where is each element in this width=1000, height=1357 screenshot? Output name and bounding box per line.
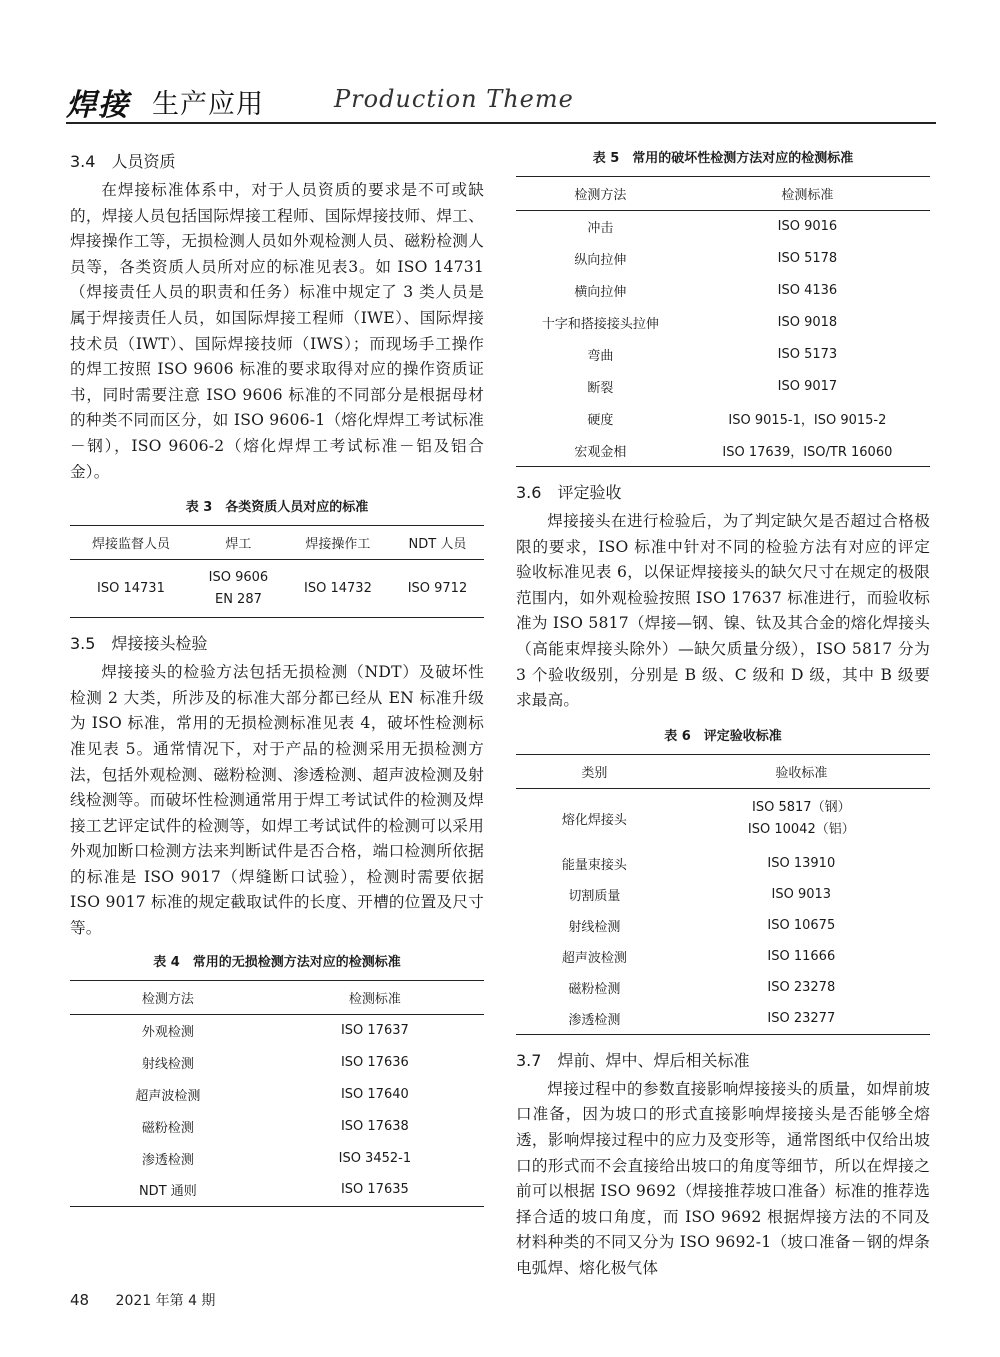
- table-5-cell: ISO 4136: [777, 283, 838, 298]
- table-3-cell: ISO 14731: [97, 581, 165, 597]
- table-5-cell: 冲击: [587, 221, 614, 237]
- table-4-header: 检测方法: [141, 991, 194, 1007]
- table-6-cell: ISO 23278: [767, 980, 836, 996]
- section-paragraph-3-7: 焊接过程中的参数直接影响焊接接头的质量，如焊前坡口准备，因为坡口的形式直接影响焊接接头是否能够全熔透，影响焊接过程中的应力及变形等，通常图纸中仅给出坡口的形式而不会直接给出坡口的角度等细节，所以在焊接之前可以根据 ISO 9692（焊接推荐坡口准备）标准的推荐选择合适的坡口角度，而 ISO 9692 根据焊接方法的不同及材料种类的不同又分为 ISO 9692-1（坡口准备－钢的焊条电弧焊、熔化极气体: [516, 1079, 930, 1277]
- table-5-cell: 十字和搭接接头拉伸: [541, 317, 659, 332]
- table-5-caption: 表 5 常用的破坏性检测方法对应的检测标准: [592, 151, 854, 166]
- table-3-header: NDT 人员: [408, 537, 467, 553]
- table-6-cell: 切割质量: [568, 889, 621, 905]
- table-5-cell: ISO 9018: [777, 315, 838, 330]
- table-5-cell: ISO 5178: [777, 251, 838, 266]
- table-3-header: 焊接操作工: [305, 537, 371, 553]
- page-footer: [70, 1290, 215, 1310]
- table-row: [516, 1003, 930, 1034]
- table-4-cell: 外观检测: [141, 1024, 194, 1040]
- table-5-cell: 纵向拉伸: [574, 253, 627, 268]
- table-row: [516, 243, 930, 275]
- table-row: [516, 339, 930, 371]
- table-4-header: 检测标准: [348, 991, 401, 1007]
- table-5-header: 检测标准: [781, 188, 834, 203]
- table-3-cell: ISO 14732: [304, 581, 372, 597]
- table-4-cell: ISO 17636: [340, 1054, 409, 1070]
- table-4-cell: 超声波检测: [135, 1088, 201, 1104]
- table-row: [70, 1110, 484, 1142]
- table-row: [516, 307, 930, 339]
- table-6-cell: 射线检测: [568, 920, 621, 936]
- section-paragraph-3-5: 焊接接头的检验方法包括无损检测（NDT）及破坏性检测 2 大类，所涉及的标准大部分都已经从 EN 标准升级为 ISO 标准，常用的无损检测标准见表 4，破坏性检测标准见表 5。通常情况下，对于产品的检测采用无损检测方法，包括外观检测、磁粉检测、渗透检测、超声波检测及射线检测等。而破坏性检测通常用于焊工考试试件的检测及焊接工艺评定试件的检测等，如焊工考试试件的检测可以采用外观加断口检测方法来判断试件是否合格，端口检测所依据的标准是 ISO 9017（焊缝断口试验），检测时需要依据 ISO 9017 标准的规定截取试件的长度、开槽的位置及尺寸等。: [70, 663, 484, 938]
- table-6-cell: [673, 788, 930, 848]
- left-column: [70, 148, 484, 1207]
- table-4-caption: 表 4 常用的无损检测方法对应的检测标准: [153, 954, 401, 970]
- table-6-header: 类别: [581, 765, 608, 781]
- table-6-cell: ISO 11666: [767, 949, 836, 965]
- header-rule: [66, 122, 936, 124]
- table-row: [516, 848, 930, 879]
- table-3-cell: [192, 560, 285, 618]
- page-number: 48: [70, 1291, 90, 1309]
- table-6-cell: 超声波检测: [561, 951, 627, 967]
- table-row: [516, 435, 930, 467]
- table-6-cell: ISO 13910: [767, 856, 836, 872]
- table-4-cell: ISO 17637: [340, 1022, 409, 1038]
- section-paragraph-3-4: 在焊接标准体系中，对于人员资质的要求是不可或缺的，焊接人员包括国际焊接工程师、国际焊接技师、焊工、焊接操作工等，无损检测人员如外观检测人员、磁粉检测人员等，各类资质人员所对应的标准见表3。如 ISO 14731（焊接责任人员的职责和任务）标准中规定了 3 类人员是属于焊接责任人员，如国际焊接工程师（IWE）、国际焊接技术员（IWT）、国际焊接技师（IWS）；而现场手工操作的焊工按照 ISO 9606 标准的要求取得对应的操作资质证书，同时需要注意 ISO 9606 标准的不同部分是根据母材的种类不同而区分，如 ISO 9606-1（熔化焊焊工考试标准－钢），ISO 9606-2（熔化焊焊工考试标准－铝及铝合金）。: [70, 181, 484, 481]
- table-3: [70, 525, 484, 618]
- section-paragraph-3-6: 焊接接头在进行检验后，为了判定缺欠是否超过合格极限的要求，ISO 标准中针对不同的检验方法有对应的评定验收标准见表 6，以保证焊接接头的缺欠尺寸在规定的极限范围内，如外观检验按照 ISO 17637 标准进行，而验收标准为 ISO 5817（焊接—钢、镍、钛及其合金的熔化焊接头（高能束焊接头除外）—缺欠质量分级），ISO 5817 分为 3 个验收级别，分别是 B 级、C 级和 D 级，其中 B 级要求最高。: [516, 512, 930, 710]
- section-name: 生产应用: [152, 89, 264, 120]
- table-4-cell: NDT 通则: [138, 1184, 197, 1200]
- table-4-cell: ISO 17638: [340, 1118, 409, 1134]
- table-row: [70, 1174, 484, 1206]
- table-6-cell: 熔化焊接头: [561, 813, 627, 828]
- table-3-header: 焊工: [225, 537, 252, 553]
- right-column: [516, 148, 930, 1282]
- table-6-cell: 能量束接头: [561, 858, 627, 874]
- table-5-cell: 弯曲: [587, 349, 614, 364]
- table-6-caption: 表 6 评定验收标准: [664, 728, 782, 744]
- table-row: [516, 788, 930, 848]
- table-5: [516, 176, 930, 467]
- table-row: [516, 403, 930, 435]
- table-4-cell: ISO 17635: [340, 1182, 409, 1198]
- table-4: [70, 980, 484, 1207]
- table-5-cell: ISO 17639，ISO/TR 16060: [722, 444, 893, 460]
- table-6-cell-line: ISO 5817（钢）: [752, 799, 851, 815]
- table-3-cell: ISO 9712: [407, 581, 468, 597]
- table-6-cell: ISO 23277: [767, 1011, 836, 1026]
- table-row: [516, 941, 930, 972]
- table-6-cell: ISO 10675: [767, 918, 836, 934]
- table-row: [70, 1142, 484, 1174]
- table-4-cell: ISO 3452-1: [338, 1150, 412, 1166]
- table-5-header: 检测方法: [574, 188, 627, 203]
- table-4-cell: ISO 17640: [340, 1086, 409, 1102]
- section-theme-en: Production Theme: [334, 85, 574, 113]
- table-6-cell-line: ISO 10042（铝）: [747, 821, 855, 837]
- journal-logo: 焊接: [66, 88, 130, 123]
- table-6: [516, 754, 930, 1035]
- table-5-cell: 横向拉伸: [574, 285, 627, 300]
- table-row: [70, 1046, 484, 1078]
- table-4-cell: 磁粉检测: [141, 1120, 194, 1136]
- table-5-cell: 宏观金相: [574, 444, 627, 460]
- table-3-header: 焊接监督人员: [91, 537, 170, 553]
- table-3-cell-line: ISO 9606: [208, 569, 269, 585]
- table-row: [516, 275, 930, 307]
- table-6-cell: 磁粉检测: [568, 982, 621, 998]
- section-title-3-6: 3.6 评定验收: [516, 483, 622, 502]
- table-4-cell: 射线检测: [141, 1056, 194, 1072]
- table-4-cell: 渗透检测: [141, 1152, 194, 1168]
- table-5-cell: 断裂: [587, 381, 614, 396]
- table-5-cell: 硬度: [587, 413, 614, 428]
- table-row: [70, 560, 484, 618]
- issue-label: 2021 年第 4 期: [115, 1293, 216, 1309]
- page-header: [66, 72, 936, 132]
- table-5-cell: ISO 9016: [777, 219, 838, 235]
- table-3-cell-line: EN 287: [214, 591, 262, 607]
- table-row: [516, 371, 930, 403]
- table-5-cell: ISO 9017: [777, 379, 838, 394]
- table-row: [516, 910, 930, 941]
- section-title-3-5: 3.5 焊接接头检验: [70, 634, 208, 654]
- table-3-caption: 表 3 各类资质人员对应的标准: [185, 500, 369, 516]
- table-row: [516, 879, 930, 910]
- table-6-cell: ISO 9013: [771, 887, 832, 903]
- table-6-cell: 渗透检测: [568, 1013, 621, 1028]
- section-title-3-4: 3.4 人员资质: [70, 152, 176, 171]
- table-5-cell: ISO 9015-1，ISO 9015-2: [728, 413, 887, 428]
- table-row: [516, 972, 930, 1003]
- section-title-3-7: 3.7 焊前、焊中、焊后相关标准: [516, 1050, 750, 1070]
- table-row: [516, 211, 930, 243]
- table-row: [70, 1078, 484, 1110]
- table-row: [70, 1014, 484, 1046]
- table-6-header: 验收标准: [775, 765, 828, 781]
- table-5-cell: ISO 5173: [777, 347, 838, 362]
